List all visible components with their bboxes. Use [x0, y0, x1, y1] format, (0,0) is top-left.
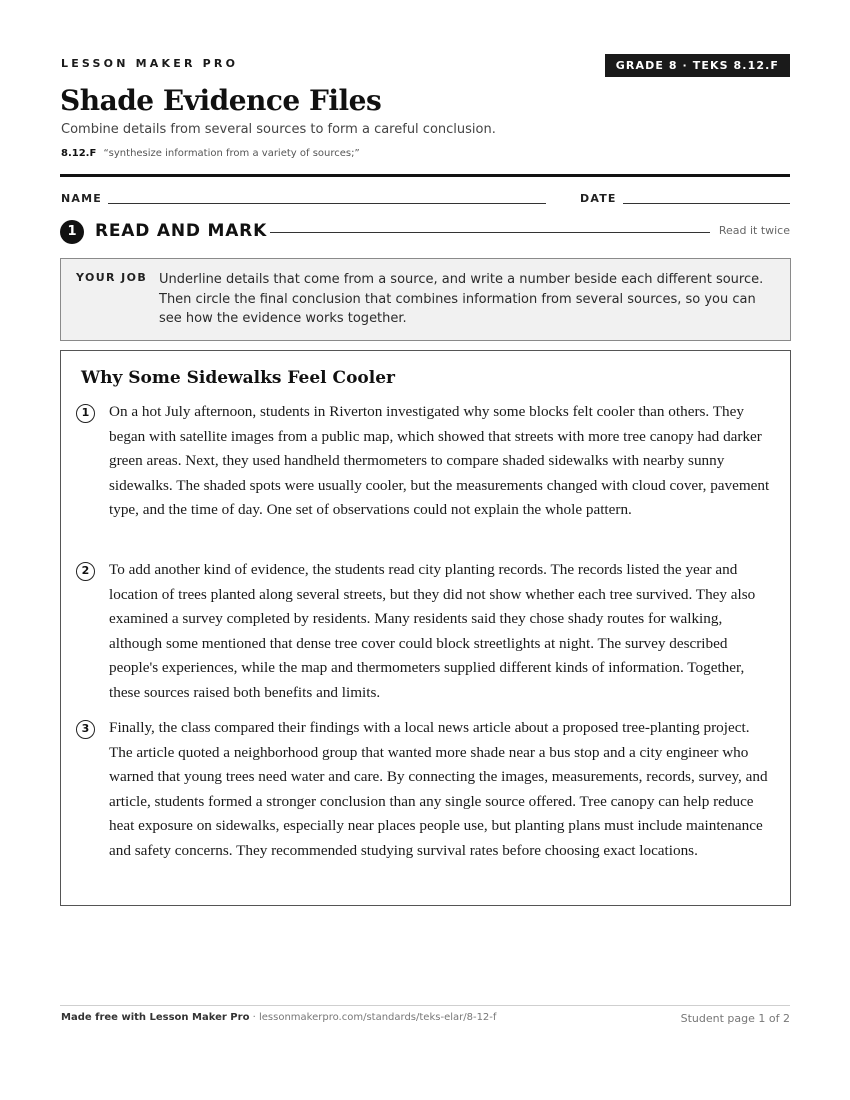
instructions-text: Underline details that come from a source, and write a number beside each different source. Then circle the final conclusion that combines information from several sources, so you can see how the evidence works together.	[159, 272, 764, 326]
reading-passage	[60, 350, 791, 906]
date-field[interactable]	[623, 203, 790, 204]
page-indicator: Student page 1 of 2	[680, 1012, 790, 1025]
section-title: READ AND MARK	[95, 221, 268, 241]
paragraph-2: To add another kind of evidence, the students read city planting records. The records listed the year and location of trees planted along several streets, but they did not show whether each tree survived. They also examined a survey completed by residents. Many residents said they chose shady routes for walking, although some mentioned that dense tree cover could block streetlights at night. The survey described people's experiences, while the map and thermometers supplied different kinds of information. Together, these sources raised both benefits and limits.	[109, 561, 756, 701]
standard-reference	[61, 148, 360, 159]
paragraph-1: On a hot July afternoon, students in Riverton investigated why some blocks felt cooler than others. They began with satellite images from a public map, which showed that streets with more tree canopy had darker green areas. Next, they used handheld thermometers to compare shaded sidewalks with nearby sunny sidewalks. The shaded spots were usually cooler, but the measurements changed with cloud cover, pavement type, and the time of day. One set of observations could not explain the whole pattern.	[109, 403, 770, 518]
footer-made-with: Made free with Lesson Maker Pro	[61, 1012, 250, 1023]
paragraph-3: Finally, the class compared their findings with a local news article about a proposed tree-planting project. The article quoted a neighborhood group that wanted more shade near a bus stop and a city engineer who warned that young trees need water and care. By connecting the images, measurements, records, survey, and article, students formed a stronger conclusion than any single source offered. Tree canopy can help reduce heat exposure on sidewalks, especially near places people use, but planting plans must include maintenance and safety concerns. They recommended studying survival rates before choosing exact locations.	[109, 719, 768, 859]
paragraph-number-1: 1	[76, 404, 95, 423]
brand-name: LESSON MAKER PRO	[61, 57, 239, 70]
section-number-badge: 1	[60, 220, 84, 244]
date-label: DATE	[580, 192, 617, 205]
standard-code: 8.12.F	[61, 148, 97, 159]
standard-text: “synthesize information from a variety of sources;”	[103, 148, 360, 159]
paragraph-number-3: 3	[76, 720, 95, 739]
page-title: Shade Evidence Files	[60, 84, 382, 117]
footer-credit	[61, 1012, 496, 1023]
name-field[interactable]	[108, 203, 546, 204]
footer-url[interactable]: lessonmakerpro.com/standards/teks-elar/8-12-f	[258, 1012, 497, 1023]
section-divider	[270, 232, 710, 233]
footer-separator: ·	[249, 1012, 259, 1023]
section-note: Read it twice	[718, 224, 790, 237]
name-label: NAME	[61, 192, 102, 205]
paragraph-number-2: 2	[76, 562, 95, 581]
page-subtitle: Combine details from several sources to form a careful conclusion.	[61, 122, 496, 137]
passage-title: Why Some Sidewalks Feel Cooler	[81, 368, 395, 388]
instructions-box	[60, 258, 791, 341]
header-divider	[60, 174, 790, 177]
instructions-label: YOUR JOB	[76, 271, 148, 284]
grade-badge: GRADE 8 · TEKS 8.12.F	[605, 54, 790, 77]
footer-divider	[60, 1005, 790, 1006]
